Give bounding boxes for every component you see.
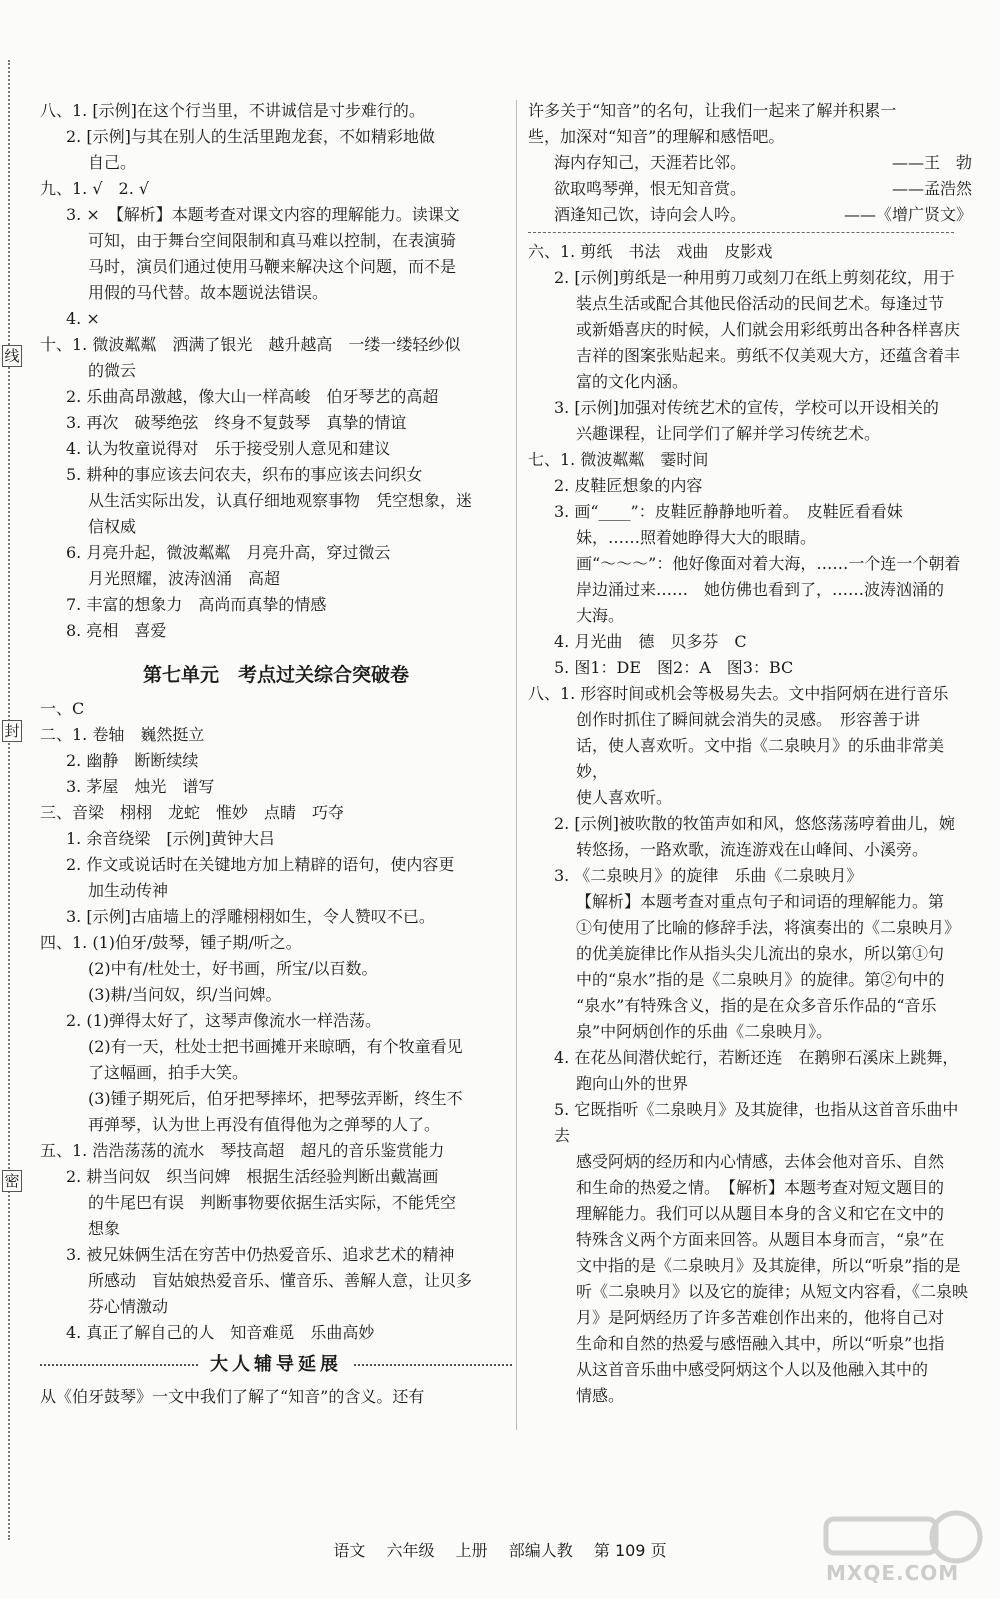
poem-author: ——《增广贤文》: [843, 205, 972, 224]
text-line: 特殊含义两个方面来回答。从题目本身而言，“泉”在: [576, 1230, 945, 1249]
text-line: 用假的马代替。故本题说法错误。: [88, 283, 329, 302]
text-line: 八、1. [示例]在这个行当里，不讲诚信是寸步难行的。: [40, 101, 425, 120]
text-line: 的微云: [88, 361, 137, 380]
text-line: 从《伯牙鼓琴》一文中我们了解了“知音”的含义。还有: [40, 1387, 425, 1406]
text-line: 2. 幽静 断断续续: [66, 751, 199, 770]
text-line: 5. 耕种的事应该去问农夫，织布的事应该去问织女: [66, 465, 423, 484]
text-line: 四、1. (1)伯牙/鼓琴，锺子期/听之。: [40, 933, 302, 952]
text-line: 4. 月光曲 德 贝多芬 C: [554, 632, 747, 651]
dotted-rule: [40, 1364, 198, 1366]
text-line: 1. 余音绕梁 [示例]黄钟大吕: [66, 829, 275, 848]
text-line: 2. [示例]被吹散的牧笛声如和风，悠悠荡荡哼着曲儿，婉: [554, 814, 955, 833]
text-line: 芬心情激动: [88, 1297, 169, 1316]
footer-edition: 部编人教: [508, 1541, 573, 1560]
binding-line: [8, 60, 20, 1540]
text-line: 理解能力。我们可以从题目本身的含义和它在文中的: [576, 1204, 945, 1223]
text-line: 2. (1)弹得太好了，这琴声像流水一样浩荡。: [66, 1011, 382, 1030]
answers-right: [528, 239, 972, 1409]
text-line: 的优美旋律比作从指头尖儿流出的泉水，所以第①句: [576, 944, 945, 963]
poem-line: [528, 176, 972, 202]
text-line: 2. 皮鞋匠想象的内容: [554, 476, 703, 495]
section-title: 第七单元 考点过关综合突破卷: [142, 664, 409, 686]
text-line: 再弹琴，认为世上再没有值得他为之弹琴的人了。: [88, 1115, 441, 1134]
poem-author: ——王 勃: [891, 153, 972, 172]
text-line: 情感。: [576, 1386, 625, 1405]
text-line: 从这首音乐曲中感受阿炳这个人以及他融入其中的: [576, 1360, 929, 1379]
text-line: 月光照耀，波涛汹涌 高超: [88, 569, 281, 588]
column-divider: [516, 100, 517, 1430]
extension-label: 大人辅导延展: [210, 1354, 342, 1375]
text-line: 六、1. 剪纸 书法 戏曲 皮影戏: [528, 242, 773, 261]
text-line: “泉水”有特殊含义，指的是在众多音乐作品的“音乐: [576, 996, 937, 1015]
text-line: 自己。: [88, 153, 137, 172]
text-line: 二、1. 卷轴 巍然挺立: [40, 725, 205, 744]
text-line: 2. [示例]剪纸是一种用剪刀或刻刀在纸上剪刻花纹，用于: [554, 268, 955, 287]
right-column: [528, 98, 972, 1409]
text-line: 妹，……照着她睁得大大的眼睛。: [576, 528, 817, 547]
poem-list: [528, 150, 972, 228]
poem-author: ——孟浩然: [891, 179, 972, 198]
text-line: 装点生活或配合其他民俗活动的民间艺术。每逢过节: [576, 294, 945, 313]
poem-text: 欲取鸣琴弹，恨无知音赏。: [554, 179, 747, 198]
text-line: 吉祥的图案张贴起来。剪纸不仅美观大方，还蕴含着丰: [576, 346, 961, 365]
text-line: 想象: [88, 1219, 121, 1238]
text-line: 5. 它既指听《二泉映月》及其旋律，也指从这首音乐曲中去: [554, 1100, 959, 1145]
text-line: 使人喜欢听。: [576, 788, 673, 807]
text-line: 八、1. 形容时间或机会等极易失去。文中指阿炳在进行音乐: [528, 684, 949, 703]
text-line: 【解析】本题考查对重点句子和词语的理解能力。第: [576, 892, 945, 911]
text-line: 加生动传神: [88, 881, 169, 900]
text-line: 可知，由于舞台空间限制和真马难以控制，在表演骑: [88, 231, 457, 250]
extension-banner: [40, 1352, 512, 1378]
text-line: 5. 图1：DE 图2：A 图3：BC: [554, 658, 794, 677]
text-line: 7. 丰富的想象力 高尚而真挚的情感: [66, 595, 327, 614]
text-line: 从生活实际出发，认真仔细地观察事物 凭空想象，迷: [88, 491, 473, 510]
text-line: 许多关于“知音”的名句，让我们一起来了解并积累一: [528, 101, 897, 120]
text-line: 2. 耕当问奴 织当问婢 根据生活经验判断出戴嵩画: [66, 1167, 439, 1186]
binding-mark: 密: [2, 1170, 22, 1192]
text-line: 兴趣课程，让同学们了解并学习传统艺术。: [576, 424, 881, 443]
watermark-logo: [816, 1509, 986, 1589]
text-line: 2. [示例]与其在别人的生活里跑龙套，不如精彩地做: [66, 127, 435, 146]
text-line: (2)有一天，杜处士把书画摊开来晾晒，有个牧童看见: [88, 1037, 463, 1056]
text-line: 五、1. 浩浩荡荡的流水 琴技高超 超凡的音乐鉴赏能力: [40, 1141, 445, 1160]
text-line: (3)锺子期死后，伯牙把琴摔坏，把琴弦弄断，终生不: [88, 1089, 463, 1108]
extension-text-continued: [528, 98, 972, 150]
dotted-rule: [354, 1364, 512, 1366]
text-line: 3. 被兄妹俩生活在穷苦中仍热爱音乐、追求艺术的精神: [66, 1245, 455, 1264]
text-line: 或新婚喜庆的时候，人们就会用彩纸剪出各种各样喜庆: [576, 320, 961, 339]
text-line: 4. ×: [66, 309, 100, 328]
text-line: ①句使用了比喻的修辞手法，将演奏出的《二泉映月》: [576, 918, 961, 937]
text-line: 话，使人喜欢听。文中指《二泉映月》的乐曲非常美妙，: [576, 736, 945, 781]
footer-page: 第 109 页: [593, 1541, 667, 1560]
text-line: 6. 月亮升起，微波粼粼 月亮升高，穿过微云: [66, 543, 391, 562]
text-line: (2)中有/杜处士，好书画，所宝/以百数。: [88, 959, 378, 978]
text-line: 听《二泉映月》以及它的旋律；从短文内容看，《二泉映: [576, 1282, 969, 1301]
text-line: 4. 在花丛间潜伏蛇行，若断还连 在鹅卵石溪床上跳舞，: [554, 1048, 959, 1067]
binding-mark: 封: [2, 720, 22, 742]
text-line: 一、C: [40, 699, 85, 718]
text-line: 信权威: [88, 517, 137, 536]
text-line: 中的“泉水”指的是《二泉映月》的旋律。第②句中的: [576, 970, 945, 989]
text-line: 3. × 【解析】本题考查对课文内容的理解能力。读课文: [66, 205, 460, 224]
watermark-icon: [816, 1509, 986, 1569]
text-line: 跑向山外的世界: [576, 1074, 689, 1093]
extension-text: [40, 1384, 512, 1410]
answers-unit-6-part: [40, 98, 512, 644]
text-line: 3. 画“____”：皮鞋匠静静地听着。 皮鞋匠看看妹: [554, 502, 903, 521]
text-line: 十、1. 微波粼粼 洒满了银光 越升越高 一缕一缕轻纱似: [40, 335, 461, 354]
text-line: 泉”中阿炳创作的乐曲《二泉映月》。: [576, 1022, 833, 1041]
text-line: 和生命的热爱之情。 【解析】本题考查对短文题目的: [576, 1178, 945, 1197]
footer-volume: 上册: [455, 1541, 488, 1560]
text-line: 4. 真正了解自己的人 知音难觅 乐曲高妙: [66, 1323, 375, 1342]
text-line: 画“～～～”：他好像面对着大海，……一个连一个朝着: [576, 554, 961, 573]
text-line: 8. 亮相 喜爱: [66, 621, 167, 640]
text-line: 3. 茅屋 烛光 谱写: [66, 777, 215, 796]
text-line: 3. 再次 破琴绝弦 终身不复鼓琴 真挚的情谊: [66, 413, 407, 432]
text-line: 七、1. 微波粼粼 霎时间: [528, 450, 709, 469]
poem-text: 酒逢知己饮，诗向会人吟。: [554, 205, 747, 224]
binding-mark: 线: [2, 345, 22, 367]
answers-unit-7: [40, 696, 512, 1346]
text-line: 大海。: [576, 606, 625, 625]
text-line: 月》是阿炳经历了许多苦难创作出来的，他将自己对: [576, 1308, 945, 1327]
text-line: 富的文化内涵。: [576, 372, 689, 391]
text-line: 2. 作文或说话时在关键地方加上精辟的语句，使内容更: [66, 855, 455, 874]
text-line: 了这幅画，拍手大笑。: [88, 1063, 249, 1082]
watermark-text: MXQE.COM: [826, 1561, 960, 1585]
dashed-rule: [528, 232, 954, 233]
text-line: 马时，演员们通过使用马鞭来解决这个问题，而不是: [88, 257, 457, 276]
text-line: 2. 乐曲高昂激越，像大山一样高峻 伯牙琴艺的高超: [66, 387, 439, 406]
text-line: 3. [示例]古庙墙上的浮雕栩栩如生，令人赞叹不已。: [66, 907, 435, 926]
text-line: (3)耕/当问奴，织/当问婢。: [88, 985, 282, 1004]
text-line: 些，加深对“知音”的理解和感悟吧。: [528, 127, 785, 146]
poem-line: [528, 202, 972, 228]
poem-line: [528, 150, 972, 176]
left-column: [40, 98, 512, 1410]
text-line: 所感动 盲姑娘热爱音乐、懂音乐、善解人意，让贝多: [88, 1271, 473, 1290]
text-line: 感受阿炳的经历和内心情感，去体会他对音乐、自然: [576, 1152, 945, 1171]
text-line: 3. 《二泉映月》的旋律 乐曲《二泉映月》: [554, 866, 863, 885]
footer-grade: 六年级: [386, 1541, 435, 1560]
text-line: 文中指的是《二泉映月》及其旋律，所以“听泉”指的是: [576, 1256, 961, 1275]
text-line: 生命和自然的热爱与感悟融入其中，所以“听泉”也指: [576, 1334, 945, 1353]
text-line: 4. 认为牧童说得对 乐于接受别人意见和建议: [66, 439, 391, 458]
text-line: 创作时抓住了瞬间就会消失的灵感。 形容善于讲: [576, 710, 921, 729]
text-line: 岸边涌过来…… 她仿佛也看到了，……波涛汹涌的: [576, 580, 945, 599]
text-line: 3. [示例]加强对传统艺术的宣传，学校可以开设相关的: [554, 398, 939, 417]
text-line: 的牛尾巴有误 判断事物要依据生活实际，不能凭空: [88, 1193, 457, 1212]
text-line: 九、1. √ 2. √: [40, 179, 150, 198]
poem-text: 海内存知己，天涯若比邻。: [554, 153, 747, 172]
text-line: 转悠扬，一路欢歌，流连游戏在山峰间、小溪旁。: [576, 840, 929, 859]
text-line: 三、音梁 栩栩 龙蛇 惟妙 点睛 巧夺: [40, 803, 345, 822]
footer-subject: 语文: [333, 1541, 366, 1560]
